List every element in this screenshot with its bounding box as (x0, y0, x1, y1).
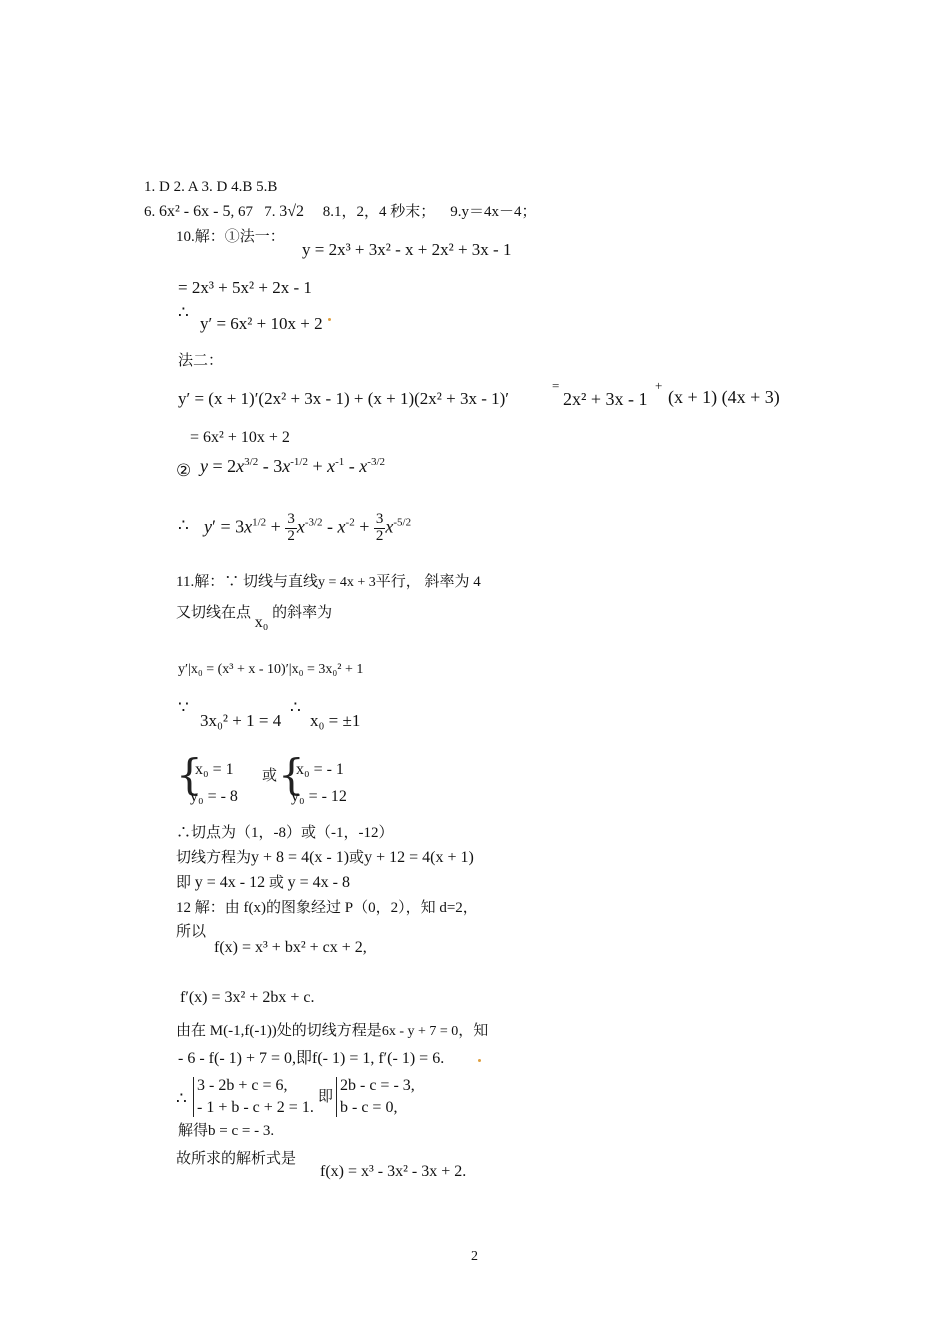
q11-eq1: y′|x₀ = (x³ + x - 10)′|x₀ = 3x₀² + 1 (178, 662, 364, 677)
q10-eq7: $y' = 3x^{1/2}$ + $\frac{3}{2}$ $x^{-3/2} - x^{-2}$ + $\frac{3}{2}$ $x^{-5/2}$ (204, 511, 412, 544)
q6-value: 67 (237, 204, 253, 220)
q10-eq4c: (x + 1) (4x + 3) (668, 387, 780, 407)
q11-eq2: 3x₀² + 1 = 4 (200, 711, 282, 730)
q10-method2: 法二： (178, 353, 224, 369)
q12-line3: 由在 M(-1,f(-1))处的切线方程是6x - y + 7 = 0，知 (176, 1023, 489, 1039)
q12-eq1: f(x) = x³ + bx² + cx + 2, (214, 939, 367, 956)
q6-expression: 6x² - 6x - 5 (159, 203, 231, 220)
q10-therefore-2: ∴ (178, 516, 189, 535)
q12-sys1b: - 1 + b - c + 2 = 1. (197, 1099, 314, 1116)
q12-result: f(x) = x³ - 3x² - 3x + 2. (320, 1163, 467, 1180)
q11-eq3: x₀ = ±1 (310, 711, 361, 730)
q11-points: ∴切点为（1，-8）或（-1，-12） (176, 825, 394, 841)
q11-therefore: ∴ (290, 698, 301, 717)
q12-solve: 解得b = c = - 3. (178, 1123, 275, 1139)
answers-line-2: 6. 6x² - 6x - 5, 67 7. 3√2 8.1，2，4 秒末； 9.y＝4x－4； (144, 203, 537, 220)
q11-brace-1: { (176, 750, 203, 799)
q12-sys1a: 3 - 2b + c = 6, (197, 1077, 288, 1094)
q12-ji: 即 (318, 1089, 334, 1105)
q6-label: 6. (144, 204, 156, 220)
q12-sys2a: 2b - c = - 3, (340, 1077, 415, 1094)
q12-sys2b: b - c = 0, (340, 1099, 398, 1116)
q12-brace-2 (336, 1077, 337, 1117)
q7-value: 3√2 (279, 203, 304, 220)
q9-answer: 9.y＝4x－4； (450, 204, 537, 220)
q8-answer: 8.1，2，4 秒末； (322, 204, 436, 220)
q11-line1: 11.解：∵ 切线与直线y = 4x + 3平行， 斜率为 4 (176, 574, 481, 590)
answers-line-1: 1. D 2. A 3. D 4.B 5.B (144, 179, 278, 195)
q10-circle-2: ② (176, 461, 192, 480)
stray-mark-2 (478, 1059, 481, 1062)
stray-mark (328, 318, 331, 321)
q10-label: 10.解：①法一： (176, 229, 285, 245)
q12-therefore: ∴ (176, 1089, 187, 1108)
q12-line2: 所以 (176, 924, 207, 940)
q10-eq2: = 2x³ + 5x² + 2x - 1 (178, 278, 312, 297)
q11-or: 或 (262, 768, 278, 784)
q11-line2: 又切线在点 x₀ 的斜率为 (176, 605, 333, 631)
q12-brace-1 (193, 1077, 194, 1117)
q11-because: ∵ (178, 698, 189, 717)
q11-final: 即 y = 4x - 12 或 y = 4x - 8 (176, 874, 350, 891)
q10-eq4: y′ = (x + 1)′(2x² + 3x - 1) + (x + 1)(2x² + 3x - 1)′ (178, 389, 509, 408)
q12-line1: 12 解：由 f(x)的图象经过 P（0，2），知 d=2， (176, 900, 478, 916)
q10-eq1: y = 2x³ + 3x² - x + 2x² + 3x - 1 (302, 240, 512, 259)
q11-sys1a: x₀ = 1 (195, 761, 234, 778)
q11-sys2a: x₀ = - 1 (296, 761, 344, 778)
q12-eq3: - 6 - f(- 1) + 7 = 0,即f(- 1) = 1, f′(- 1) = 6. (178, 1050, 445, 1067)
q11-tangent: 切线方程为y + 8 = 4(x - 1)或y + 12 = 4(x + 1) (176, 849, 474, 866)
q7-label: 7. (264, 204, 276, 220)
q10-eq6: $y = 2x^{3/2} - 3x^{-1/2} + x^{-1} - x^{-3/2}$ (200, 456, 386, 476)
q12-eq2: f′(x) = 3x² + 2bx + c. (180, 989, 315, 1006)
q11-sys1b: y₀ = - 8 (190, 788, 238, 805)
q10-eq5: = 6x² + 10x + 2 (190, 429, 290, 446)
q11-sys2b: y₀ = - 12 (291, 788, 347, 805)
page-number: 2 (471, 1249, 478, 1264)
q10-therefore: ∴ (178, 303, 189, 322)
q11-brace-2: { (278, 750, 305, 799)
q10-eq4b: 2x² + 3x - 1 (563, 389, 648, 409)
q12-result-label: 故所求的解析式是 (176, 1151, 297, 1167)
q10-eq3: y′ = 6x² + 10x + 2 (200, 314, 323, 333)
